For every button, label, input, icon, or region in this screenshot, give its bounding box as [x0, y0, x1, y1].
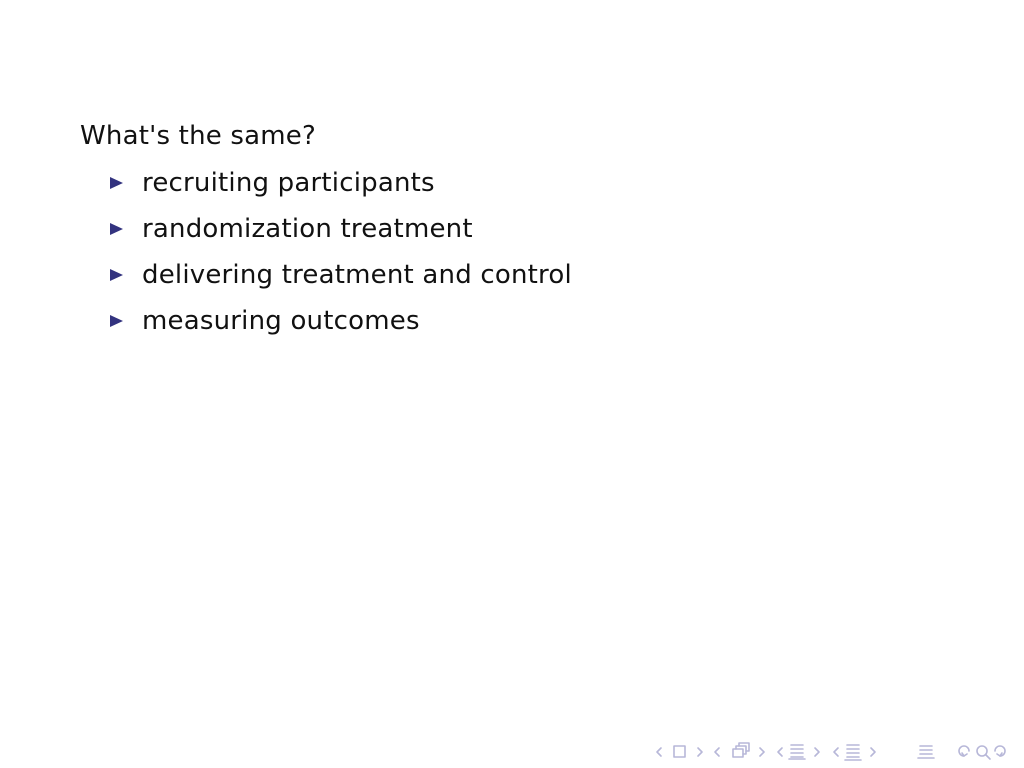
subsection-icon[interactable]	[733, 743, 749, 757]
nav-prev-arrow-icon[interactable]	[834, 748, 838, 756]
nav-prev-arrow-icon[interactable]	[778, 748, 782, 756]
triangle-bullet-icon	[110, 176, 124, 190]
bullet-item	[80, 298, 940, 344]
bullet-item	[80, 206, 940, 252]
nav-prev-arrow-icon[interactable]	[657, 748, 661, 756]
bullet-text: measuring outcomes	[142, 306, 420, 336]
triangle-bullet-icon	[110, 268, 124, 282]
section-icon[interactable]	[789, 745, 805, 759]
slide-content	[80, 116, 940, 344]
bullet-item	[80, 160, 940, 206]
back-icon[interactable]	[959, 746, 969, 756]
frame-icon[interactable]	[674, 746, 685, 757]
nav-next-arrow-icon[interactable]	[698, 748, 702, 756]
forward-icon[interactable]	[995, 746, 1005, 756]
bullet-text: randomization treatment	[142, 214, 473, 244]
nav-next-arrow-icon[interactable]	[871, 748, 875, 756]
appendix-icon[interactable]	[918, 746, 934, 758]
bullet-text: delivering treatment and control	[142, 260, 572, 290]
navigation-symbols	[650, 740, 1020, 764]
triangle-bullet-icon	[110, 222, 124, 236]
slide-heading: What's the same?	[80, 121, 317, 151]
nav-next-arrow-icon[interactable]	[760, 748, 764, 756]
nav-prev-arrow-icon[interactable]	[715, 748, 719, 756]
bullet-item	[80, 252, 940, 298]
triangle-bullet-icon	[110, 314, 124, 328]
presentation-icon[interactable]	[845, 745, 861, 760]
navigation-bar	[650, 740, 1020, 764]
nav-next-arrow-icon[interactable]	[815, 748, 819, 756]
bullet-text: recruiting participants	[142, 168, 435, 198]
search-icon[interactable]	[977, 746, 990, 759]
bullet-list	[80, 160, 940, 344]
